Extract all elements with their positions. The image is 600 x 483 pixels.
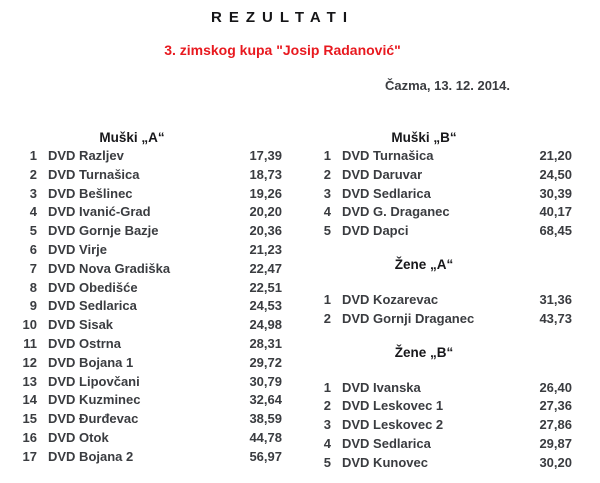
row-team: DVD Obedišće	[48, 279, 138, 295]
row-rank: 4	[323, 204, 331, 220]
row-team: DVD Daruvar	[342, 166, 423, 182]
row-rank: 11	[23, 335, 37, 351]
row-rank: 10	[22, 317, 37, 333]
result-row	[20, 203, 282, 222]
row-team: DVD Ostrna	[48, 335, 121, 351]
section-heading: Žene „B“	[394, 344, 454, 360]
row-rank: 3	[323, 417, 331, 433]
result-row	[314, 222, 572, 241]
row-score: 30,39	[539, 185, 572, 201]
result-row	[314, 416, 572, 435]
result-row	[20, 316, 282, 335]
competition-subtitle: 3. zimskog kupa "Josip Radanović"	[164, 42, 401, 58]
row-rank: 7	[29, 260, 37, 276]
result-row	[20, 222, 282, 241]
place-and-date: Čazma, 13. 12. 2014.	[384, 78, 510, 93]
row-team: DVD Turnašica	[342, 148, 434, 163]
row-score: 21,23	[249, 241, 282, 257]
row-team: DVD Sedlarica	[48, 298, 137, 314]
row-score: 19,26	[249, 185, 282, 201]
row-rank: 3	[323, 185, 331, 201]
results-column-right	[314, 128, 572, 473]
row-score: 24,53	[249, 298, 282, 314]
row-score: 28,31	[249, 335, 282, 351]
row-team: DVD Bojana 1	[48, 354, 134, 370]
results-section	[314, 343, 572, 473]
result-row	[20, 260, 282, 279]
row-team: DVD Leskovec 1	[342, 398, 444, 414]
row-rank: 16	[22, 429, 37, 445]
section-rows	[20, 147, 282, 467]
result-row	[20, 241, 282, 260]
results-section	[20, 128, 282, 467]
row-team: DVD Nova Gradiška	[48, 260, 171, 276]
row-rank: 1	[29, 148, 37, 163]
row-score: 29,72	[249, 354, 282, 370]
row-score: 20,36	[249, 223, 282, 239]
row-team: DVD Otok	[48, 429, 109, 445]
row-rank: 1	[323, 148, 331, 163]
row-rank: 5	[323, 454, 331, 470]
row-rank: 2	[323, 166, 331, 182]
row-rank: 14	[22, 392, 37, 408]
row-team: DVD Ivanska	[342, 379, 421, 395]
row-team: DVD G. Draganec	[342, 204, 450, 220]
result-row	[314, 454, 572, 473]
row-score: 44,78	[249, 429, 282, 445]
section-rows	[314, 379, 572, 473]
row-rank: 2	[323, 398, 331, 414]
result-row	[20, 391, 282, 410]
result-row	[314, 310, 572, 329]
result-row	[20, 448, 282, 467]
row-score: 30,79	[249, 373, 282, 389]
result-row	[20, 279, 282, 298]
result-row	[20, 354, 282, 373]
row-team: DVD Leskovec 2	[342, 417, 444, 433]
row-team: DVD Sedlarica	[342, 185, 431, 201]
section-rows	[314, 291, 572, 329]
row-score: 31,36	[539, 291, 572, 307]
result-row	[314, 147, 572, 166]
row-rank: 9	[29, 298, 37, 314]
row-score: 24,50	[539, 166, 572, 182]
results-section	[314, 128, 572, 241]
section-heading: Muški „B“	[391, 130, 457, 145]
row-rank: 13	[22, 373, 37, 389]
row-score: 43,73	[539, 310, 572, 326]
row-team: DVD Sisak	[48, 317, 114, 333]
result-row	[314, 166, 572, 185]
result-row	[314, 435, 572, 454]
row-score: 32,64	[249, 392, 282, 408]
row-rank: 3	[29, 185, 37, 201]
row-score: 56,97	[249, 448, 282, 464]
row-score: 22,51	[249, 279, 282, 295]
row-team: DVD Gornji Draganec	[342, 310, 475, 326]
row-score: 68,45	[539, 223, 572, 239]
row-rank: 4	[29, 204, 37, 220]
row-rank: 2	[29, 166, 37, 182]
row-score: 38,59	[249, 411, 282, 427]
row-team: DVD Virje	[48, 241, 108, 257]
row-rank: 4	[323, 435, 331, 451]
result-row	[20, 410, 282, 429]
row-score: 27,86	[539, 417, 572, 433]
row-team: DVD Ivanić-Grad	[48, 204, 151, 220]
result-row	[314, 203, 572, 222]
row-score: 29,87	[539, 435, 572, 451]
result-row	[314, 291, 572, 310]
row-score: 40,17	[539, 204, 572, 220]
row-rank: 8	[29, 279, 37, 295]
row-score: 30,20	[539, 454, 572, 470]
result-row	[314, 185, 572, 204]
row-score: 21,20	[539, 148, 572, 163]
result-row	[314, 397, 572, 416]
row-team: DVD Kunovec	[342, 454, 428, 470]
row-team: DVD Kozarevac	[342, 291, 439, 307]
result-row	[20, 373, 282, 392]
page-title: REZULTATI	[211, 9, 354, 26]
result-row	[314, 379, 572, 398]
row-rank: 1	[323, 379, 331, 395]
result-row	[20, 185, 282, 204]
section-rows	[314, 147, 572, 241]
row-team: DVD Bojana 2	[48, 448, 134, 464]
row-score: 26,40	[539, 379, 572, 395]
row-score: 18,73	[249, 166, 282, 182]
result-row	[20, 147, 282, 166]
row-score: 24,98	[249, 317, 282, 333]
results-section	[314, 255, 572, 329]
row-rank: 17	[22, 448, 37, 464]
row-team: DVD Bešlinec	[48, 185, 133, 201]
section-heading: Muški „A“	[99, 130, 165, 145]
result-row	[20, 297, 282, 316]
row-team: DVD Lipovčani	[48, 373, 140, 389]
row-rank: 15	[22, 411, 37, 427]
row-team: DVD Sedlarica	[342, 435, 431, 451]
results-column-left	[20, 128, 282, 467]
row-score: 27,36	[539, 398, 572, 414]
row-rank: 5	[29, 223, 37, 239]
row-score: 20,20	[249, 204, 282, 220]
result-row	[20, 335, 282, 354]
row-score: 17,39	[249, 148, 282, 163]
section-heading: Žene „A“	[394, 256, 454, 272]
row-team: DVD Dapci	[342, 223, 409, 239]
row-rank: 6	[29, 241, 37, 257]
result-row	[20, 429, 282, 448]
row-team: DVD Kuzminec	[48, 392, 141, 408]
row-team: DVD Gornje Bazje	[48, 223, 159, 239]
row-score: 22,47	[249, 260, 282, 276]
row-team: DVD Razljev	[48, 148, 124, 163]
row-rank: 12	[22, 354, 37, 370]
row-team: DVD Turnašica	[48, 166, 140, 182]
row-rank: 1	[323, 291, 331, 307]
row-team: DVD Đurđevac	[48, 411, 139, 427]
result-row	[20, 166, 282, 185]
row-rank: 2	[323, 310, 331, 326]
results-columns	[20, 128, 572, 473]
row-rank: 5	[323, 223, 331, 239]
